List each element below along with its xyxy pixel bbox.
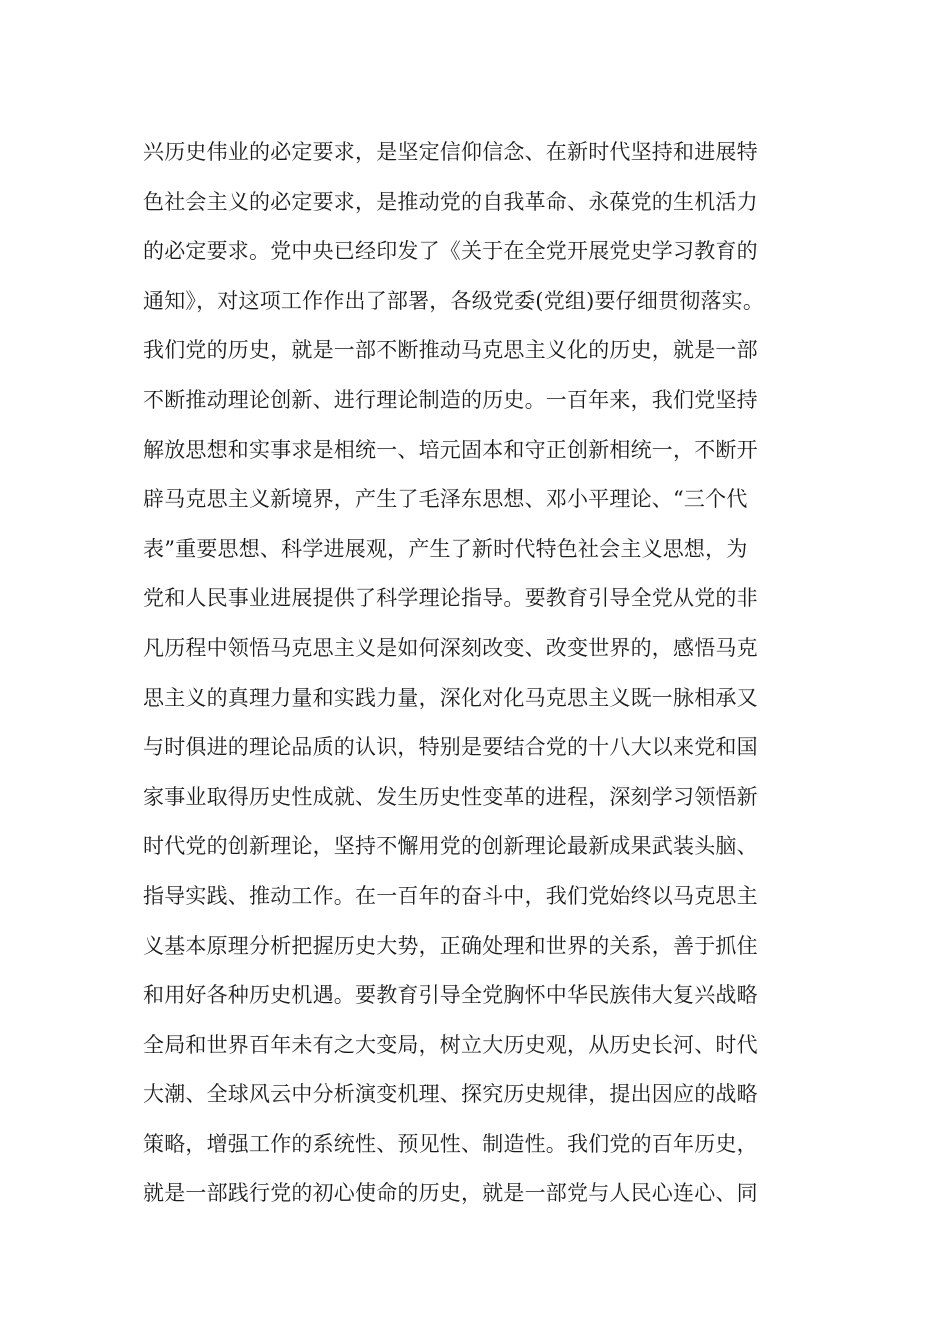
text-line: 兴历史伟业的必定要求，是坚定信仰信念、在新时代坚持和进展特 xyxy=(143,140,758,164)
text-line: 色社会主义的必定要求，是推动党的自我革命、永葆党的生机活力 xyxy=(143,189,758,214)
text-line: 与时俱进的理论品质的认识，特别是要结合党的十八大以来党和国 xyxy=(143,735,758,760)
text-line: 不断推动理论创新、进行理论制造的历史。一百年来，我们党坚持 xyxy=(143,387,758,412)
text-line: 党和人民事业进展提供了科学理论指导。要教育引导全党从党的非 xyxy=(143,586,758,611)
text-line: 时代党的创新理论，坚持不懈用党的创新理论最新成果武装头脑、 xyxy=(143,834,758,859)
text-line: 指导实践、推动工作。在一百年的奋斗中，我们党始终以马克思主 xyxy=(143,883,758,908)
text-line: 辟马克思主义新境界，产生了毛泽东思想、邓小平理论、“三个代 xyxy=(143,487,748,512)
text-line: 全局和世界百年未有之大变局，树立大历史观，从历史长河、时代 xyxy=(143,1032,758,1057)
body-text xyxy=(143,128,823,1219)
text-line: 就是一部践行党的初心使命的历史，就是一部党与人民心连心、同 xyxy=(143,1181,758,1206)
text-line: 通知》，对这项工作作出了部署，各级党委(党组)要仔细贯彻落实。 xyxy=(143,288,765,313)
text-line: 的必定要求。党中央已经印发了《关于在全党开展党史学习教育的 xyxy=(143,239,758,264)
text-line: 家事业取得历史性成就、发生历史性变革的进程，深刻学习领悟新 xyxy=(143,784,758,809)
text-line: 大潮、全球风云中分析演变机理、探究历史规律，提出因应的战略 xyxy=(143,1082,758,1107)
text-line: 义基本原理分析把握历史大势，正确处理和世界的关系，善于抓住 xyxy=(143,933,758,958)
text-line: 表”重要思想、科学进展观，产生了新时代特色社会主义思想，为 xyxy=(143,536,748,561)
text-line: 凡历程中领悟马克思主义是如何深刻改变、改变世界的，感悟马克 xyxy=(143,635,758,660)
text-line: 策略，增强工作的系统性、预见性、制造性。我们党的百年历史， xyxy=(143,1131,758,1156)
text-line: 我们党的历史，就是一部不断推动马克思主义化的历史，就是一部 xyxy=(143,338,758,363)
text-line: 和用好各种历史机遇。要教育引导全党胸怀中华民族伟大复兴战略 xyxy=(143,983,758,1008)
text-line: 思主义的真理力量和实践力量，深化对化马克思主义既一脉相承又 xyxy=(143,685,758,710)
text-line: 解放思想和实事求是相统一、培元固本和守正创新相统一，不断开 xyxy=(143,437,758,462)
